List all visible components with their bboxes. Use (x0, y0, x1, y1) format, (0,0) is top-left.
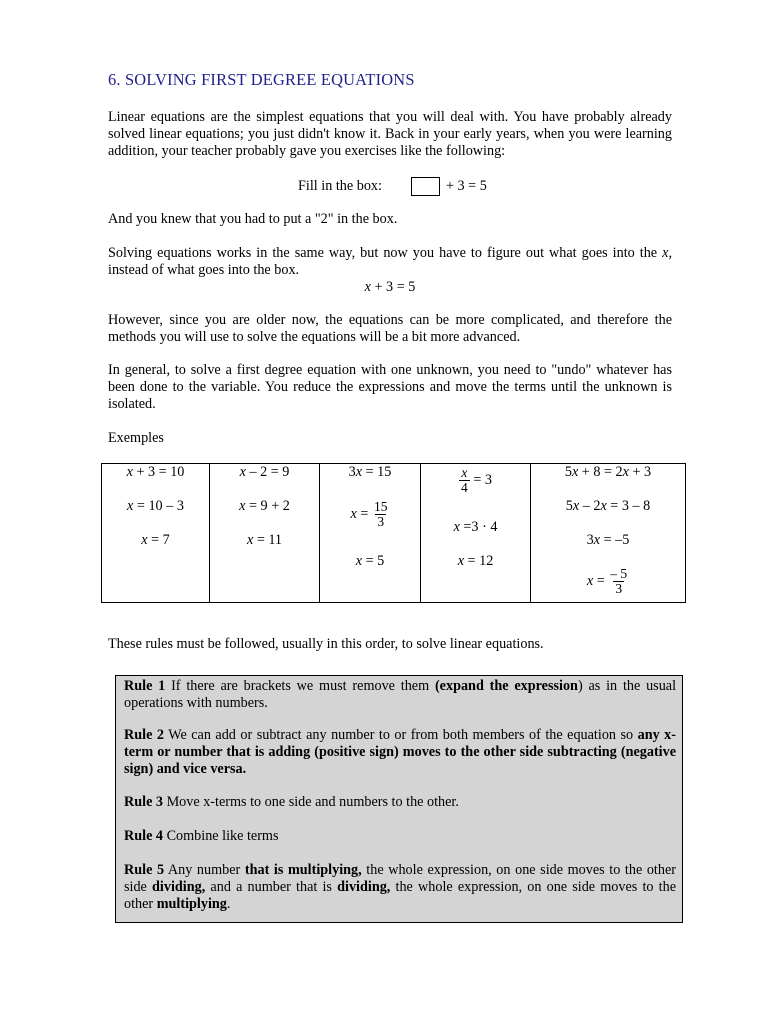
example-equation (108, 279, 672, 296)
step: x = 7 (141, 532, 170, 548)
answer-box (411, 177, 440, 196)
examples-label: Exemples (108, 430, 164, 446)
rule-5: Rule 5 Any number that is multiplying, the whole expression, on one side moves to the other side dividing, and a number that is dividing, the whole expression, on one side moves to the other multiplying. (124, 862, 677, 912)
step: x = 11 (246, 532, 283, 548)
rule-1: Rule 1 If there are brackets we must remove them (expand the expression) as in the usual operations with numbers. (124, 678, 677, 711)
example-column-2 (210, 464, 320, 602)
intro-paragraph: Linear equations are the simplest equations that you will deal with. You have probably already solved linear equations; you just didn't know it. Back in your early years, when you were learning addition, your teacher probably gave you exercises like the following: (108, 109, 672, 159)
step: 5x + 8 = 2x + 3 (564, 464, 652, 480)
solving-text-b: , instead of what goes into the box. (108, 245, 672, 278)
solving-text-a: Solving equations works in the same way, but now you have to figure out what goes into the (108, 245, 663, 261)
step: x = 5 (355, 553, 385, 569)
step: x = 10 – 3 (127, 498, 184, 514)
step: 5x – 2x = 3 – 8 (565, 498, 651, 514)
fill-label: Fill in the box: (298, 177, 382, 194)
knew-paragraph: And you knew that you had to put a "2" in the box. (108, 211, 398, 227)
rules-intro: These rules must be followed, usually in this order, to solve linear equations. (108, 636, 544, 652)
example-column-5 (531, 464, 685, 602)
step: $\frac{x}{4}$ = 3 (461, 465, 492, 495)
step: 3x = 15 (348, 464, 392, 480)
step: x – 2 = 9 (239, 464, 290, 480)
fill-in-the-box-exercise (298, 177, 487, 195)
solving-variable: x (662, 245, 669, 261)
section-heading: 6. SOLVING FIRST DEGREE EQUATIONS (108, 70, 415, 89)
step: 3x = –5 (586, 532, 630, 548)
step: x = $\frac{15}{3}$ (350, 499, 388, 529)
step: x + 3 = 10 (126, 464, 185, 480)
general-paragraph: In general, to solve a first degree equation with one unknown, you need to "undo" whatever has been done to the variable. You reduce the expressions and move the terms until the unknown is isolated. (108, 362, 672, 412)
solving-paragraph (108, 245, 672, 279)
step: x = 12 (457, 553, 494, 569)
rule-3: Rule 3 Move x-terms to one side and numbers to the other. (124, 794, 459, 810)
eq-variable: x (364, 279, 371, 295)
fraction: $\frac{- 5}{3}$ (610, 566, 628, 596)
eq-rest: + 3 = 5 (370, 279, 416, 295)
example-column-3 (320, 464, 421, 602)
rule-4: Rule 4 Combine like terms (124, 828, 279, 844)
step: x = $\frac{- 5}{3}$ (586, 566, 628, 596)
example-column-1 (102, 464, 210, 602)
example-column-4 (421, 464, 531, 602)
examples-table (101, 463, 686, 603)
fraction: $\frac{x}{4}$ (461, 465, 468, 495)
rules-box (115, 675, 683, 923)
step: x = 9 + 2 (239, 498, 290, 514)
fraction: $\frac{15}{3}$ (373, 499, 388, 529)
fill-equation: + 3 = 5 (445, 177, 487, 194)
rule-2: Rule 2 We can add or subtract any number to or from both members of the equation so any x-term or number that is adding (positive sign) moves to the other side subtracting (negative sign) and vice versa. (124, 727, 676, 777)
however-paragraph: However, since you are older now, the equations can be more complicated, and therefore the methods you will use to solve the equations will be a bit more advanced. (108, 312, 672, 345)
step: x =3 · 4 (453, 519, 498, 535)
